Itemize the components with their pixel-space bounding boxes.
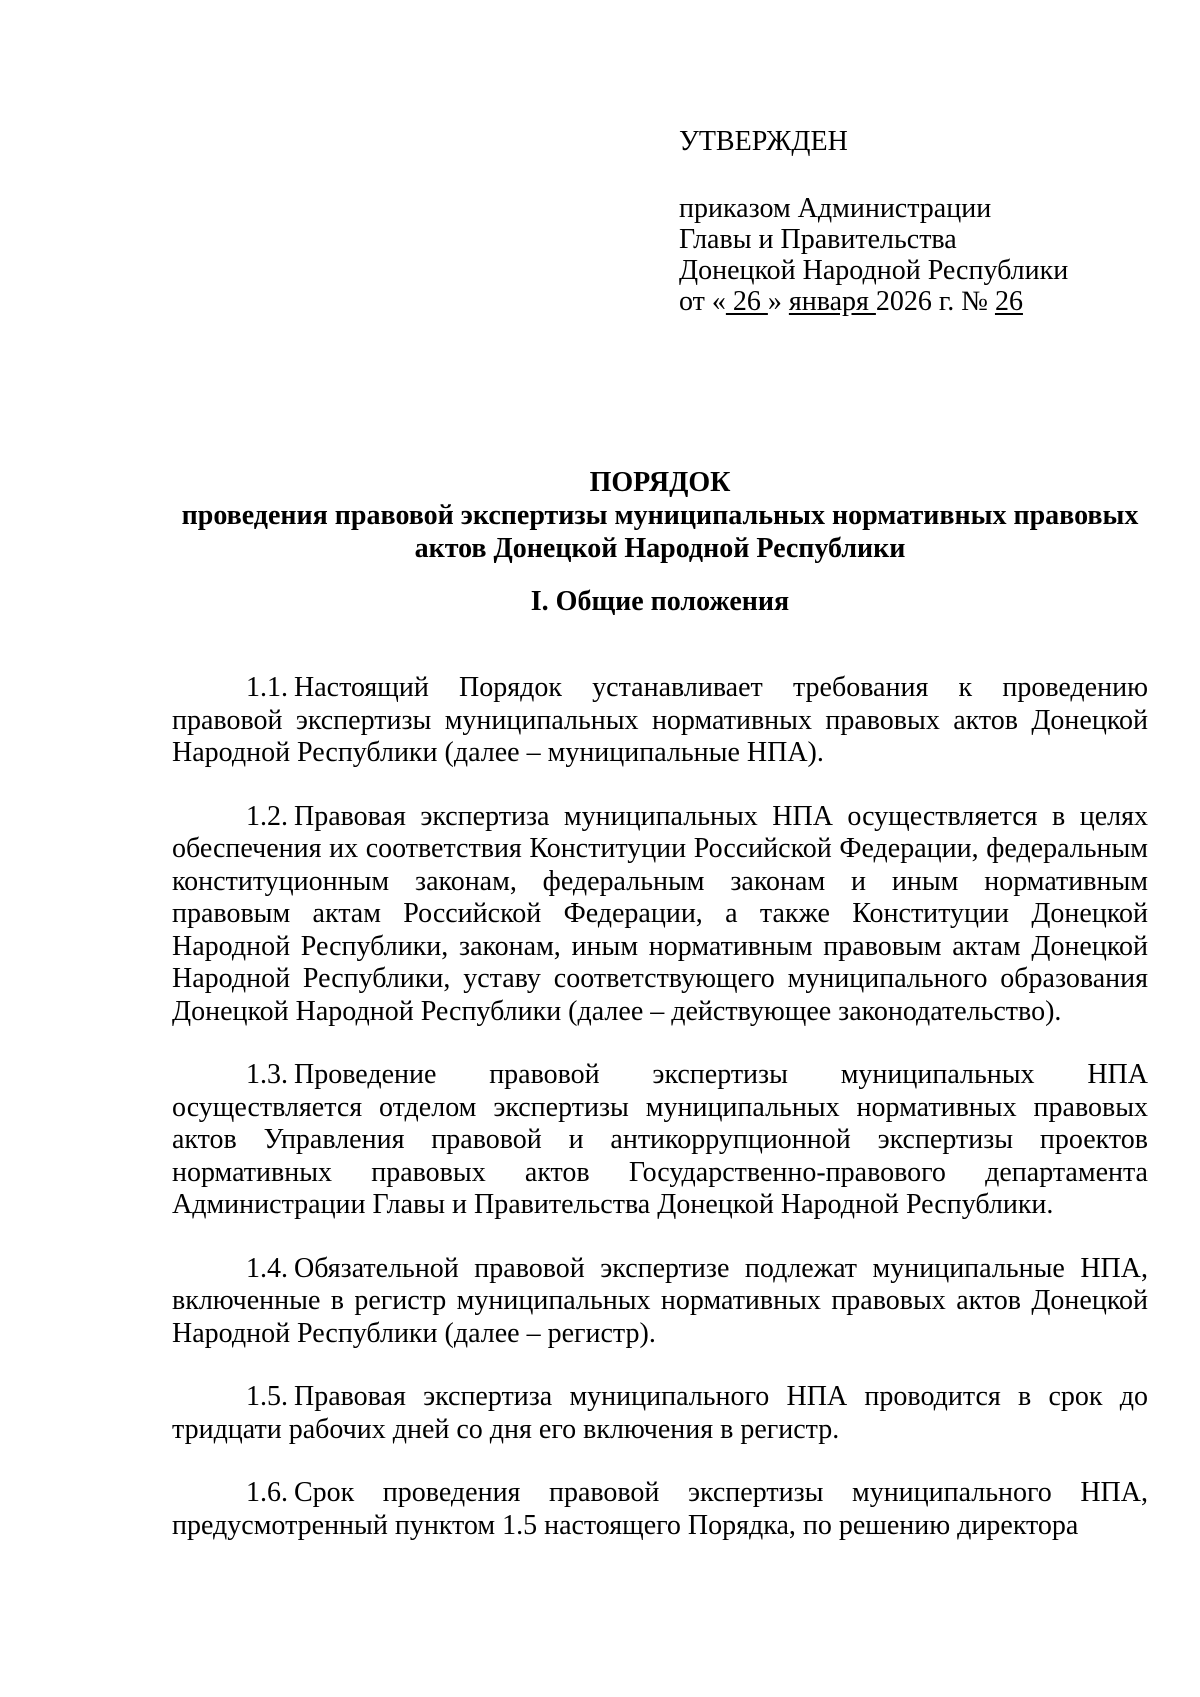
approval-line-1: приказом Администрации: [679, 193, 992, 224]
document-title-main: ПОРЯДОК: [589, 467, 731, 498]
approval-title: УТВЕРЖДЕН: [679, 126, 848, 157]
approval-block: [679, 126, 1149, 317]
paragraph: [172, 1059, 1148, 1222]
paragraph-number: 1.1.: [246, 672, 288, 703]
document-title-sub: проведения правовой экспертизы муниципальных нормативных правовых актов Донецкой Народной Республики: [181, 500, 1139, 564]
paragraph-text: Проведение правовой экспертизы муниципальных НПА осуществляется отделом экспертизы муниципальных нормативных правовых актов Управления правовой и антикоррупционной экспертизы проектов нормативных правовых актов Государственно-правового департамента Администрации Главы и Правительства Донецкой Народной Республики.: [172, 1059, 1148, 1220]
paragraph-text: Правовая экспертиза муниципальных НПА осуществляется в целях обеспечения их соответствия Конституции Российской Федерации, федеральным конституционным законам, федеральным законам и иным нормативным правовым актам Российской Федерации, а также Конституции Донецкой Народной Республики, законам, иным нормативным правовым актам Донецкой Народной Республики, уставу соответствующего муниципального образования Донецкой Народной Республики (далее – действующее законодательство).: [172, 800, 1148, 1027]
order-number: 26: [994, 286, 1023, 317]
approval-line-2: Главы и Правительства: [679, 224, 957, 255]
paragraph-number: 1.3.: [246, 1059, 288, 1090]
paragraph: [172, 1253, 1148, 1351]
paragraph: [172, 1381, 1148, 1446]
paragraph: [172, 1477, 1148, 1542]
date-year: 2026 г. №: [875, 286, 995, 317]
date-mid: »: [767, 286, 789, 317]
paragraph-text: Настоящий Порядок устанавливает требования к проведению правовой экспертизы муниципальных нормативных правовых актов Донецкой Народной Республики (далее – муниципальные НПА).: [172, 672, 1148, 768]
approval-date-line: [679, 286, 1149, 317]
paragraph-number: 1.5.: [246, 1381, 288, 1412]
paragraph-number: 1.6.: [246, 1477, 288, 1508]
paragraph-number: 1.2.: [246, 800, 288, 832]
date-day: 26: [725, 286, 768, 317]
paragraph-number: 1.4.: [246, 1252, 288, 1284]
section-heading: I. Общие положения: [530, 586, 790, 617]
paragraph-text: Срок проведения правовой экспертизы муниципального НПА, предусмотренный пунктом 1.5 настоящего Порядка, по решению директора: [172, 1477, 1148, 1541]
date-prefix: от «: [679, 286, 726, 317]
paragraph: [172, 672, 1148, 770]
date-month: января: [788, 286, 876, 317]
document-title: [172, 466, 1148, 565]
approval-line-3: Донецкой Народной Республики: [679, 255, 1069, 286]
paragraph-text: Обязательной правовой экспертизе подлежат муниципальные НПА, включенные в регистр муниципальных нормативных правовых актов Донецкой Народной Республики (далее – регистр).: [172, 1252, 1148, 1349]
paragraph: [172, 801, 1148, 1029]
document-body: [172, 672, 1148, 1573]
paragraph-text: Правовая экспертиза муниципального НПА проводится в срок до тридцати рабочих дней со дня его включения в регистр.: [172, 1381, 1148, 1445]
